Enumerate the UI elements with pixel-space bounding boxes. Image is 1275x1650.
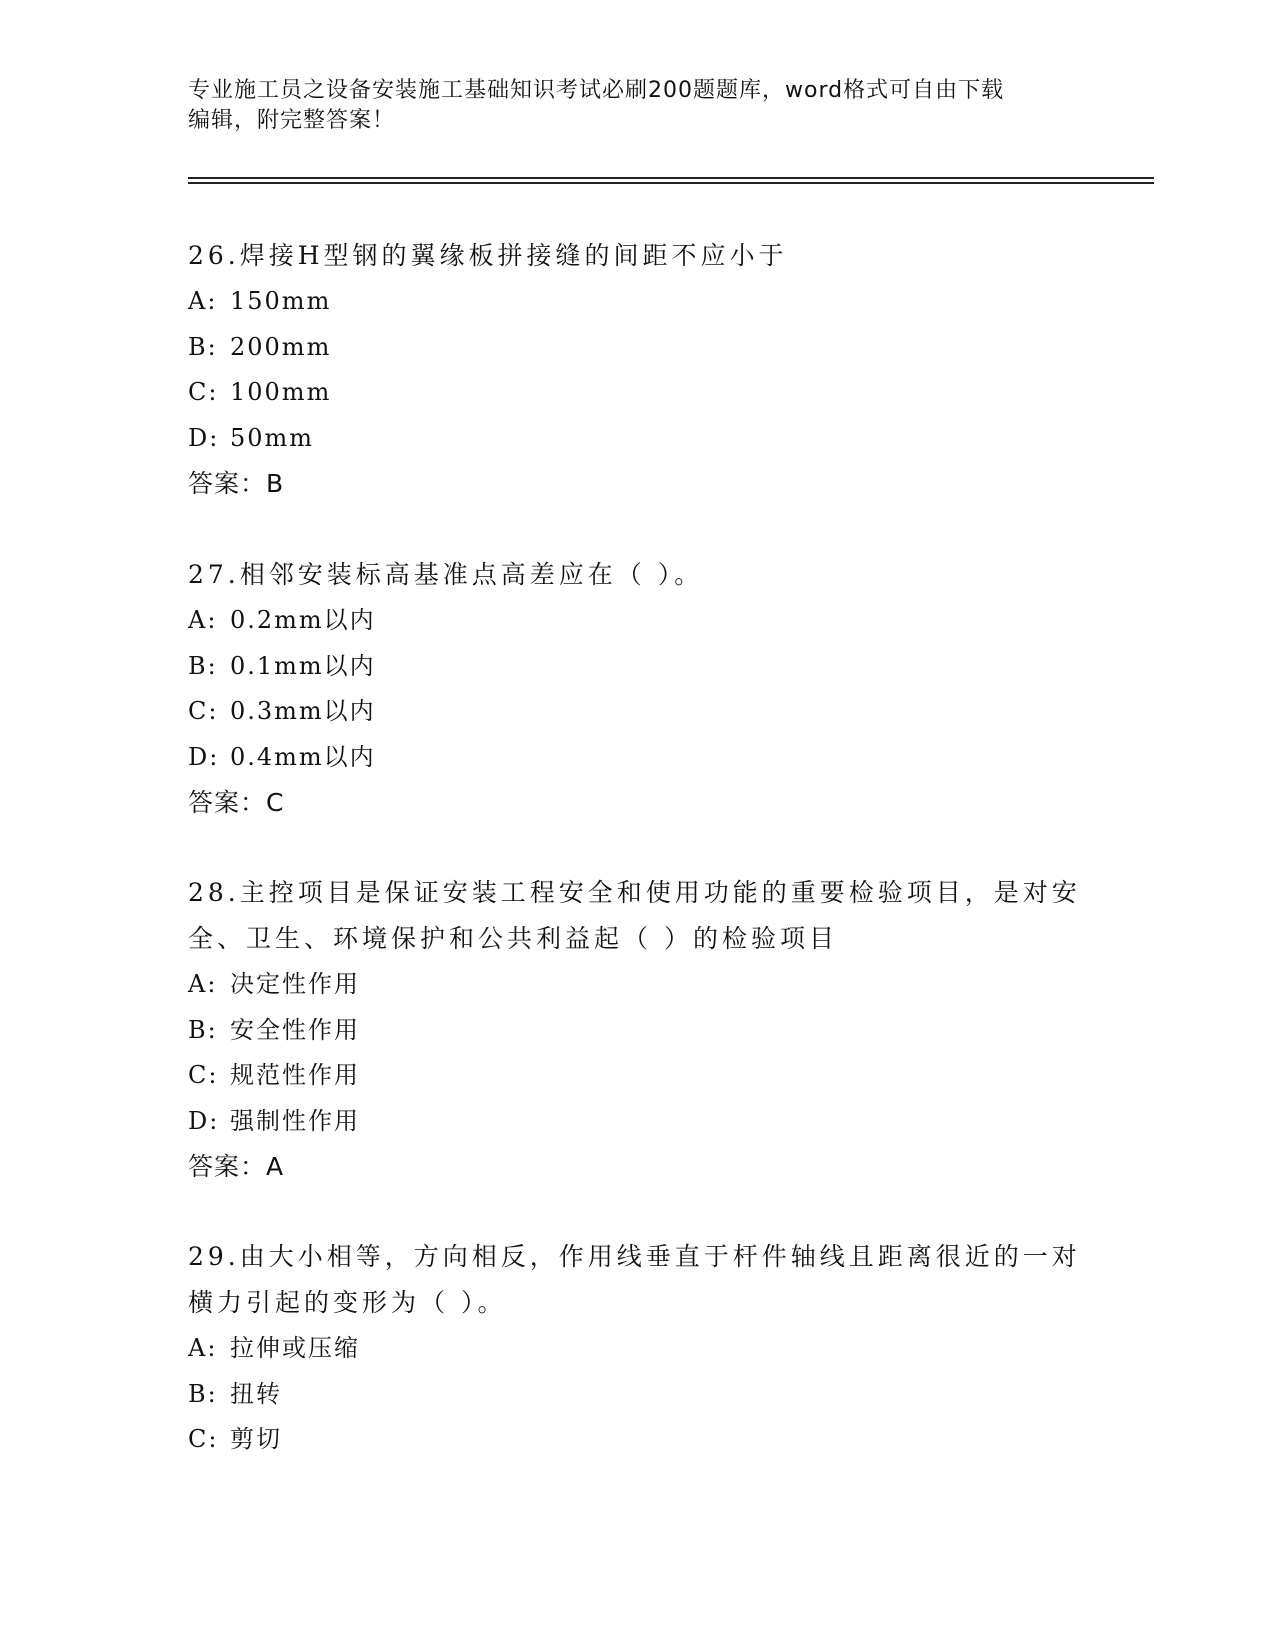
option-letter: D:	[188, 1106, 220, 1135]
option-text: 安全性作用	[230, 1015, 360, 1044]
answer-line: 答案：A	[188, 1152, 285, 1181]
question-stem-line: 28.主控项目是保证安装工程安全和使用功能的重要检验项目，是对安	[188, 878, 1081, 907]
header-divider-bottom	[188, 182, 1154, 184]
option-text: 决定性作用	[230, 970, 360, 998]
option-c	[188, 370, 1088, 416]
option-b	[188, 325, 1088, 371]
option-d	[188, 735, 1088, 781]
question-stem-line: 29.由大小相等，方向相反，作用线垂直于杆件轴线且距离很近的一对	[188, 1242, 1081, 1271]
option-d	[188, 416, 1088, 462]
answer-line: 答案：B	[188, 469, 285, 498]
option-a	[188, 279, 1088, 325]
question-29	[188, 1234, 1088, 1463]
question-stem	[188, 233, 1088, 279]
option-text: 强制性作用	[230, 1106, 360, 1135]
header-line-2: 编辑，附完整答案！	[188, 108, 396, 133]
question-27	[188, 552, 1088, 825]
option-letter: A:	[188, 1334, 218, 1362]
option-b	[188, 1372, 1088, 1418]
option-text: 0.3mm以内	[230, 697, 376, 725]
option-letter: B:	[188, 651, 218, 680]
header-line-1: 专业施工员之设备安装施工基础知识考试必刷200题题库，word格式可自由下载	[188, 78, 1005, 103]
option-text: 100mm	[230, 378, 332, 406]
option-c	[188, 1053, 1088, 1099]
option-letter: A:	[188, 287, 218, 315]
option-letter: A:	[188, 970, 218, 998]
option-c	[188, 1417, 1088, 1463]
option-letter: B:	[188, 1379, 218, 1408]
question-28	[188, 870, 1088, 1189]
option-d	[188, 1099, 1088, 1145]
option-letter: D:	[188, 423, 220, 452]
option-text: 0.4mm以内	[230, 742, 376, 771]
question-stem-line: 27.相邻安装标高基准点高差应在（ ）。	[188, 560, 704, 589]
option-letter: B:	[188, 332, 218, 361]
option-text: 扭转	[230, 1379, 282, 1408]
option-text: 150mm	[230, 287, 332, 315]
question-stem	[188, 1234, 1088, 1326]
option-b	[188, 644, 1088, 690]
option-b	[188, 1008, 1088, 1054]
option-text: 拉伸或压缩	[230, 1334, 360, 1362]
option-a	[188, 962, 1088, 1008]
option-letter: C:	[188, 1061, 219, 1089]
question-stem-line: 26.焊接H型钢的翼缘板拼接缝的间距不应小于	[188, 241, 788, 270]
question-stem	[188, 870, 1088, 962]
question-26	[188, 233, 1088, 506]
question-stem-line: 全、卫生、环境保护和公共利益起（ ）的检验项目	[188, 924, 838, 953]
option-letter: C:	[188, 1425, 219, 1453]
option-text: 规范性作用	[230, 1061, 360, 1089]
question-stem	[188, 552, 1088, 598]
option-text: 50mm	[230, 423, 315, 452]
option-text: 0.1mm以内	[230, 651, 376, 680]
option-a	[188, 1326, 1088, 1372]
option-letter: A:	[188, 606, 218, 634]
option-letter: C:	[188, 378, 219, 406]
question-stem-line: 横力引起的变形为（ ）。	[188, 1288, 507, 1317]
option-letter: B:	[188, 1015, 218, 1044]
option-text: 0.2mm以内	[230, 606, 376, 634]
option-a	[188, 598, 1088, 644]
option-letter: D:	[188, 742, 220, 771]
option-letter: C:	[188, 697, 219, 725]
option-text: 200mm	[230, 332, 332, 361]
header-divider-top	[188, 177, 1154, 179]
answer-line: 答案：C	[188, 788, 285, 817]
option-text: 剪切	[230, 1425, 282, 1453]
document-header	[188, 76, 1088, 136]
option-c	[188, 689, 1088, 735]
